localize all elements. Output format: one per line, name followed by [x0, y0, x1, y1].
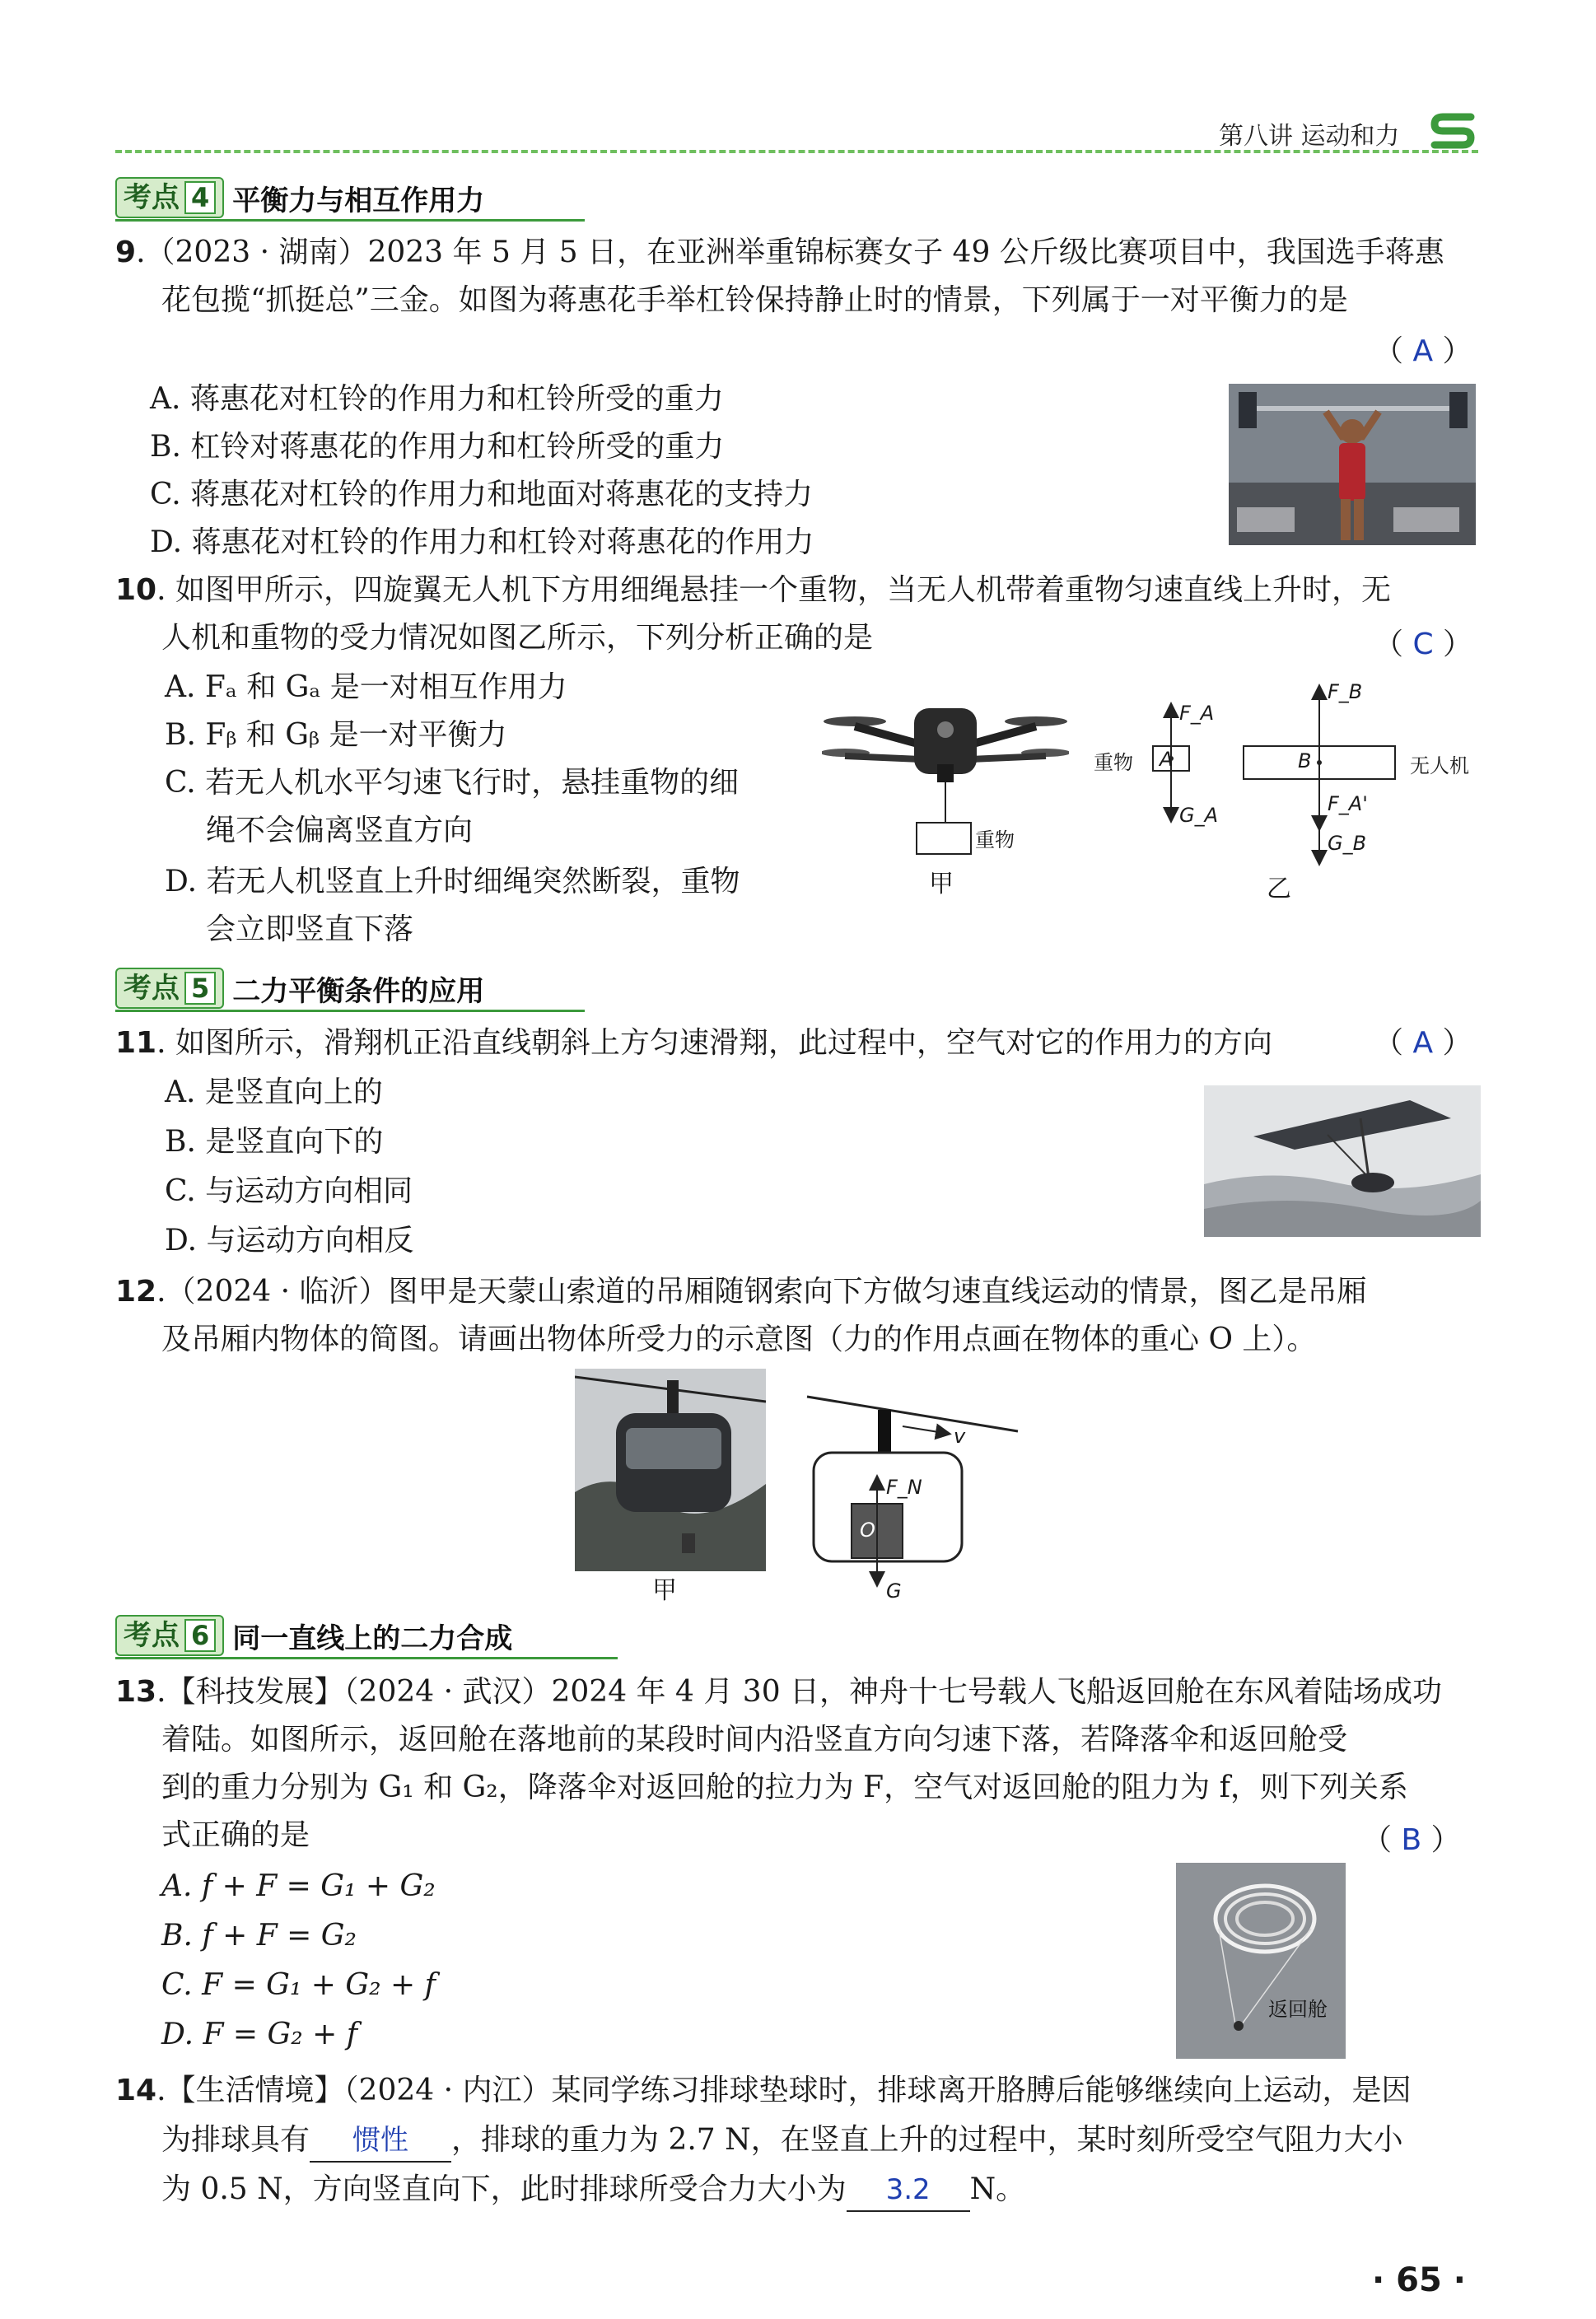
- label-gb: G_B: [1328, 832, 1367, 855]
- force-diagram-weight-label: 重物: [1094, 751, 1133, 774]
- q13-option-c: C. F = G₁ + G₂ + f: [161, 1968, 436, 2002]
- section-tag: 考点 5: [115, 968, 224, 1009]
- q9-option-a: A. 蒋惠花对杠铃的作用力和杠铃所受的重力: [150, 382, 724, 416]
- q11-option-b: B. 是竖直向下的: [165, 1125, 384, 1159]
- glider-photo: [1204, 1085, 1481, 1237]
- section-4-heading: [115, 176, 484, 219]
- drone-weight-box: [916, 822, 972, 855]
- q11-answer-paren: （ A ）: [1374, 1026, 1472, 1060]
- label-ga: G_A: [1179, 804, 1219, 827]
- cable-car-caption: 甲: [652, 1576, 677, 1605]
- q11-option-d: D. 与运动方向相反: [165, 1224, 414, 1257]
- label-fa-prime: F_A': [1328, 792, 1368, 815]
- q9-line2: 花包揽“抓挺总”三金。如图为蒋惠花手举杠铃保持静止时的情景，下列属于一对平衡力的是: [161, 283, 1348, 317]
- page-number: · 65 ·: [1372, 2261, 1466, 2299]
- label-v: v: [954, 1425, 966, 1448]
- q13-option-d: D. F = G₂ + f: [161, 2018, 358, 2051]
- section-5-heading: [115, 967, 484, 1010]
- q11-option-c: C. 与运动方向相同: [165, 1174, 413, 1208]
- force-diagram-drone: [1239, 684, 1403, 873]
- q10-option-d: D. 若无人机竖直上升时细绳突然断裂，重物: [165, 865, 740, 898]
- q11-line1: 11. 如图所示，滑翔机正沿直线朝斜上方匀速滑翔，此过程中，空气对它的作用力的方向: [115, 1026, 1272, 1060]
- label-fa: F_A: [1179, 702, 1215, 725]
- drone-label: 无人机: [1410, 754, 1469, 777]
- section-tag: 考点 6: [115, 1615, 224, 1656]
- q13-line4: 式正确的是: [161, 1818, 310, 1852]
- q13-line2: 着陆。如图所示，返回舱在落地前的某段时间内沿竖直方向匀速下落，若降落伞和返回舱受: [161, 1723, 1348, 1757]
- q11-option-a: A. 是竖直向上的: [165, 1076, 383, 1109]
- q10-option-d-cont: 会立即竖直下落: [206, 912, 414, 946]
- weightlifter-photo: [1229, 384, 1476, 545]
- label-g: G: [886, 1579, 902, 1603]
- q9-line1: 9.（2023 · 湖南）2023 年 5 月 5 日，在亚洲举重锦标赛女子 49 公斤级比赛项目中，我国选手蒋惠: [115, 236, 1444, 269]
- q14-line2: 为排球具有 惯性 ，排球的重力为 2.7 N，在竖直上升的过程中，某时刻所受空气阻力大小: [161, 2120, 1403, 2163]
- section-title: 二力平衡条件的应用: [232, 974, 485, 1008]
- section-underline: [115, 219, 585, 222]
- q14-line1: 14.【生活情境】（2024 · 内江）某同学练习排球垫球时，排球离开胳膊后能够继续向上运动，是因: [115, 2074, 1412, 2107]
- q14-blank1: 惯性: [352, 2124, 409, 2157]
- header-logo-icon: [1430, 112, 1476, 150]
- q13-line3: 到的重力分别为 G₁ 和 G₂，降落伞对返回舱的拉力为 F，空气对返回舱的阻力为 f，则下列关系: [161, 1771, 1408, 1804]
- q9-answer-paren: （ A ）: [1374, 334, 1472, 368]
- label-b: B: [1298, 749, 1312, 772]
- cable-car-photo: [575, 1369, 766, 1571]
- q9-option-c: C. 蒋惠花对杠铃的作用力和地面对蒋惠花的支持力: [150, 478, 814, 511]
- section-6-heading: [115, 1614, 512, 1657]
- q10-option-b: B. Fᵦ 和 Gᵦ 是一对平衡力: [165, 718, 507, 752]
- label-o: O: [860, 1519, 875, 1542]
- capsule-photo: [1176, 1863, 1346, 2059]
- q10-line2: 人机和重物的受力情况如图乙所示，下列分析正确的是: [161, 621, 874, 655]
- q10-option-c-cont: 绳不会偏离竖直方向: [206, 814, 474, 847]
- q9-option-d: D. 蒋惠花对杠铃的作用力和杠铃对蒋惠花的作用力: [150, 525, 814, 559]
- q10-option-c: C. 若无人机水平匀速飞行时，悬挂重物的细: [165, 766, 740, 800]
- q13-option-a: A. f + F = G₁ + G₂: [161, 1869, 436, 1903]
- q14-blank2: 3.2: [885, 2173, 931, 2206]
- q10-option-a: A. Fₐ 和 Gₐ 是一对相互作用力: [165, 670, 567, 704]
- label-fn: F_N: [886, 1476, 922, 1499]
- q9-option-b: B. 杠铃对蒋惠花的作用力和杠铃所受的重力: [150, 430, 725, 464]
- label-fb: F_B: [1328, 680, 1363, 703]
- header-divider: [115, 150, 1478, 153]
- label-a: A: [1160, 748, 1174, 771]
- header-chapter: 第八讲 运动和力: [1219, 122, 1400, 151]
- q14-line3: 为 0.5 N，方向竖直向下，此时排球所受合力大小为 3.2 N。: [161, 2169, 1025, 2212]
- caption-yi: 乙: [1267, 875, 1291, 903]
- q13-line1: 13.【科技发展】（2024 · 武汉）2024 年 4 月 30 日，神舟十七号载人飞船返回舱在东风着陆场成功: [115, 1675, 1443, 1709]
- q10-answer-paren: （ C ）: [1374, 628, 1473, 661]
- q13-option-b: B. f + F = G₂: [161, 1919, 357, 1953]
- section-title: 同一直线上的二力合成: [232, 1621, 513, 1655]
- section-underline: [115, 1010, 585, 1012]
- caption-jia: 甲: [929, 870, 954, 898]
- section-underline: [115, 1657, 618, 1659]
- q12-line2: 及吊厢内物体的简图。请画出物体所受力的示意图（力的作用点画在物体的重心 O 上）。: [161, 1323, 1317, 1356]
- q10-line1: 10. 如图甲所示，四旋翼无人机下方用细绳悬挂一个重物，当无人机带着重物匀速直线上升时，无: [115, 573, 1391, 607]
- capsule-label: 返回舱: [1268, 1998, 1328, 2021]
- drone-weight-label: 重物: [975, 828, 1015, 852]
- q13-answer-paren: （ B ）: [1362, 1823, 1461, 1857]
- section-tag: 考点 4: [115, 177, 224, 218]
- force-diagram-weight: [1095, 700, 1227, 865]
- section-title: 平衡力与相互作用力: [232, 184, 485, 217]
- q12-line1: 12.（2024 · 临沂）图甲是天蒙山索道的吊厢随钢索向下方做匀速直线运动的情景，图乙是吊厢: [115, 1275, 1367, 1309]
